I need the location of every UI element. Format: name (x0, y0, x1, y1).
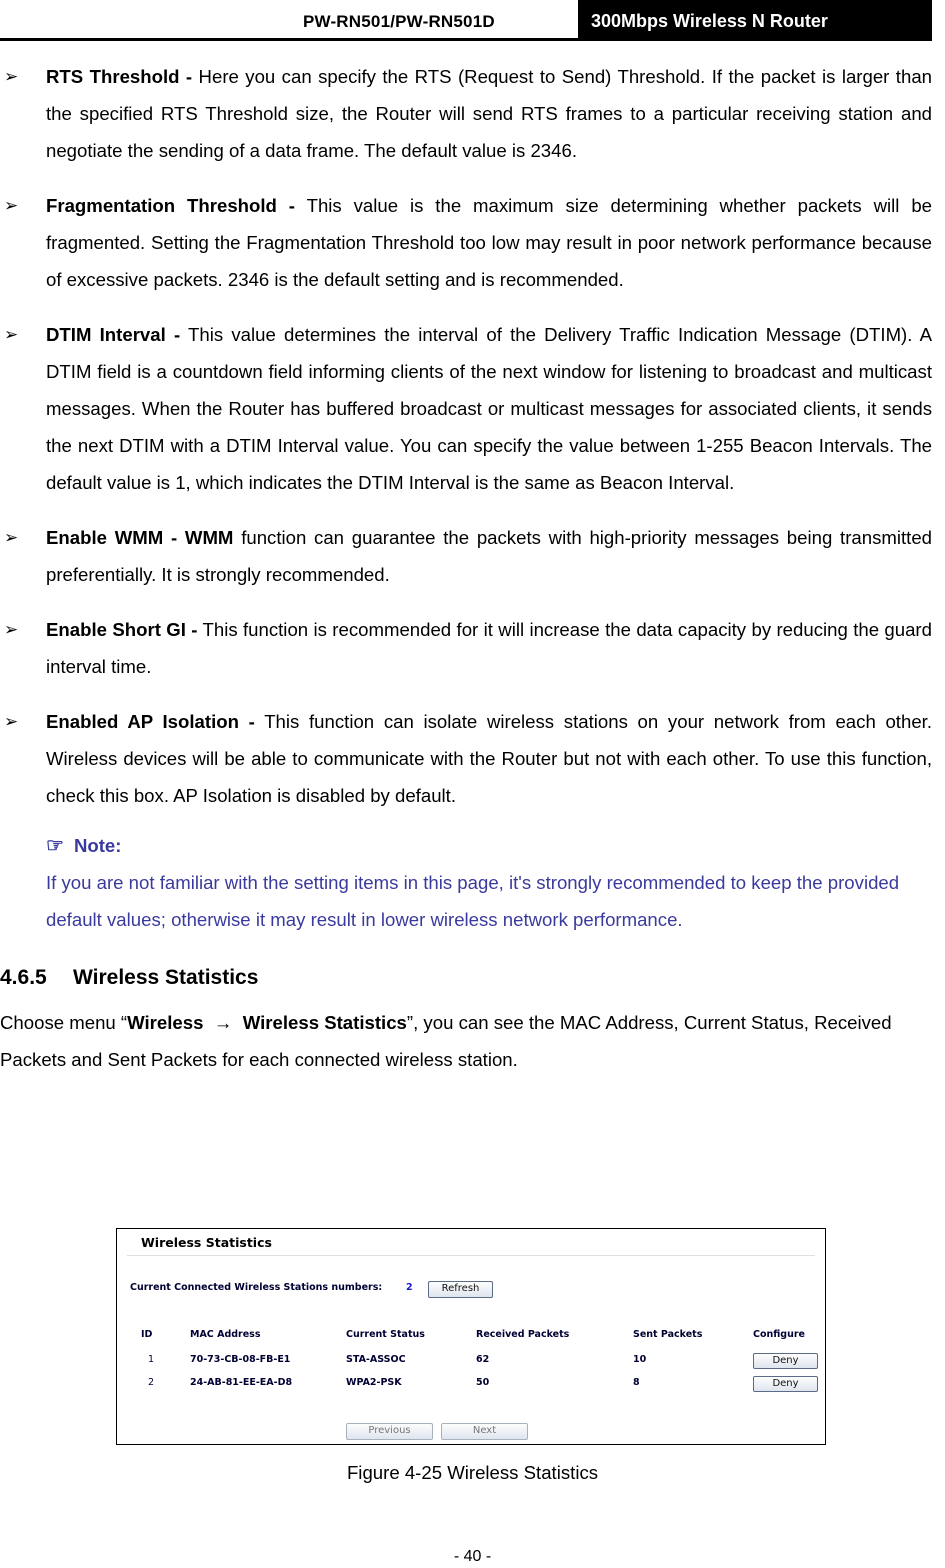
bullet-enable-wmm (0, 519, 932, 593)
bullet-ap-isolation (0, 703, 932, 814)
bullet-rts-threshold (0, 58, 932, 169)
bullet-text: This value is the maximum size determining whether packets will be fragmented. Setting the Fragmentation Threshold too low may result in poor network performance because of excessive packets. 2346 is the default setting and is recommended. (46, 195, 933, 290)
stations-label: Current Connected Wireless Stations numbers: (130, 1282, 383, 1293)
header-model: PW-RN501/PW-RN501D (303, 12, 495, 31)
note-text: If you are not familiar with the setting items in this page, it's strongly recommended to keep the provided default values; otherwise it may result in lower wireless network performance. (46, 872, 900, 930)
previous-button[interactable]: Previous (346, 1423, 433, 1440)
bullet-text: function can guarantee the packets with high-priority messages being transmitted preferentially. It is strongly recommended. (46, 527, 933, 585)
refresh-button[interactable]: Refresh (428, 1281, 493, 1298)
bullet-fragmentation-threshold (0, 187, 932, 298)
column-header-status: Current Status (346, 1329, 425, 1340)
stations-count: 2 (406, 1282, 413, 1293)
header-product: 300Mbps Wireless N Router (578, 0, 932, 38)
bullet-dtim-interval (0, 316, 932, 501)
row-2-sent: 8 (633, 1377, 640, 1388)
row-2-deny-button[interactable]: Deny (753, 1376, 818, 1392)
menu-wireless-statistics: Wireless Statistics (242, 1012, 407, 1033)
header-rule (0, 38, 932, 41)
bullet-term: Enable Short GI - (46, 619, 198, 640)
row-2-mac: 24-AB-81-EE-EA-D8 (190, 1377, 293, 1388)
note-label: Note: (73, 835, 122, 856)
bullet-term: Enable WMM - WMM (46, 527, 234, 548)
row-2-id: 2 (148, 1377, 155, 1388)
column-header-received: Received Packets (476, 1329, 570, 1340)
figure-title-divider (127, 1255, 815, 1256)
intro-paragraph: Choose menu “Wireless → Wireless Statistics”, you can see the MAC Address, Current Status, Received Packets and Sent Packets for each connected wireless station. (0, 1012, 892, 1070)
arrow-bullet-icon: ➢ (4, 325, 19, 344)
row-2-status: WPA2-PSK (346, 1377, 402, 1388)
figure-caption: Figure 4-25 Wireless Statistics (346, 1462, 599, 1483)
column-header-mac: MAC Address (190, 1329, 261, 1340)
row-1-sent: 10 (633, 1354, 647, 1365)
arrow-bullet-icon: ➢ (4, 67, 19, 86)
bullet-term: RTS Threshold - (46, 66, 193, 87)
section-title: Wireless Statistics (73, 966, 259, 989)
row-2-received: 50 (476, 1377, 490, 1388)
bullet-text: Here you can specify the RTS (Request to Send) Threshold. If the packet is larger than the specified RTS Threshold size, the Router will send RTS frames to a particular receiving station and negotiate the sending of a data frame. The default value is 2346. (46, 66, 932, 161)
bullet-text: This function can isolate wireless stations on your network from each other. Wireless devices will be able to communicate with the Router but not with each other. To use this function, check this box. AP Isolation is disabled by default. (46, 711, 932, 806)
row-1-mac: 70-73-CB-08-FB-E1 (190, 1354, 291, 1365)
pointing-hand-icon: ☞ (46, 835, 64, 857)
arrow-bullet-icon: ➢ (4, 712, 19, 731)
arrow-bullet-icon: ➢ (4, 196, 19, 215)
column-header-id: ID (141, 1329, 153, 1340)
bullet-term: Enabled AP Isolation - (46, 711, 255, 732)
section-number: 4.6.5 (0, 966, 47, 989)
section-heading (0, 956, 945, 1000)
row-1-deny-button[interactable]: Deny (753, 1353, 818, 1369)
row-1-received: 62 (476, 1354, 490, 1365)
bullet-term: Fragmentation Threshold - (46, 195, 296, 216)
row-1-id: 1 (148, 1354, 155, 1365)
bullet-text: This function is recommended for it will increase the data capacity by reducing the guard interval time. (46, 619, 932, 677)
page-number: - 40 - (453, 1548, 492, 1565)
wireless-statistics-figure (116, 1228, 826, 1445)
page-header (0, 0, 945, 42)
menu-wireless: Wireless (127, 1012, 204, 1033)
arrow-bullet-icon: ➢ (4, 620, 19, 639)
bullet-text: This value determines the interval of the Delivery Traffic Indication Message (DTIM). A DTIM field is a countdown field informing clients of the next window for listening to broadcast and multicast messages. When the Router has buffered broadcast or multicast messages for associated clients, it sends the next DTIM with a DTIM Interval value. You can specify the value between 1-255 Beacon Intervals. The default value is 1, which indicates the DTIM Interval is the same as Beacon Interval. (46, 324, 932, 493)
arrow-bullet-icon: ➢ (4, 528, 19, 547)
column-header-sent: Sent Packets (633, 1329, 703, 1340)
bullet-enable-short-gi (0, 611, 932, 685)
document-body (0, 58, 945, 1078)
figure-title: Wireless Statistics (141, 1235, 272, 1250)
menu-arrow-icon: → (213, 1012, 233, 1033)
bullet-term: DTIM Interval - (46, 324, 181, 345)
next-button[interactable]: Next (441, 1423, 528, 1440)
row-1-status: STA-ASSOC (346, 1354, 406, 1365)
note-box (0, 828, 932, 938)
column-header-configure: Configure (753, 1329, 805, 1340)
